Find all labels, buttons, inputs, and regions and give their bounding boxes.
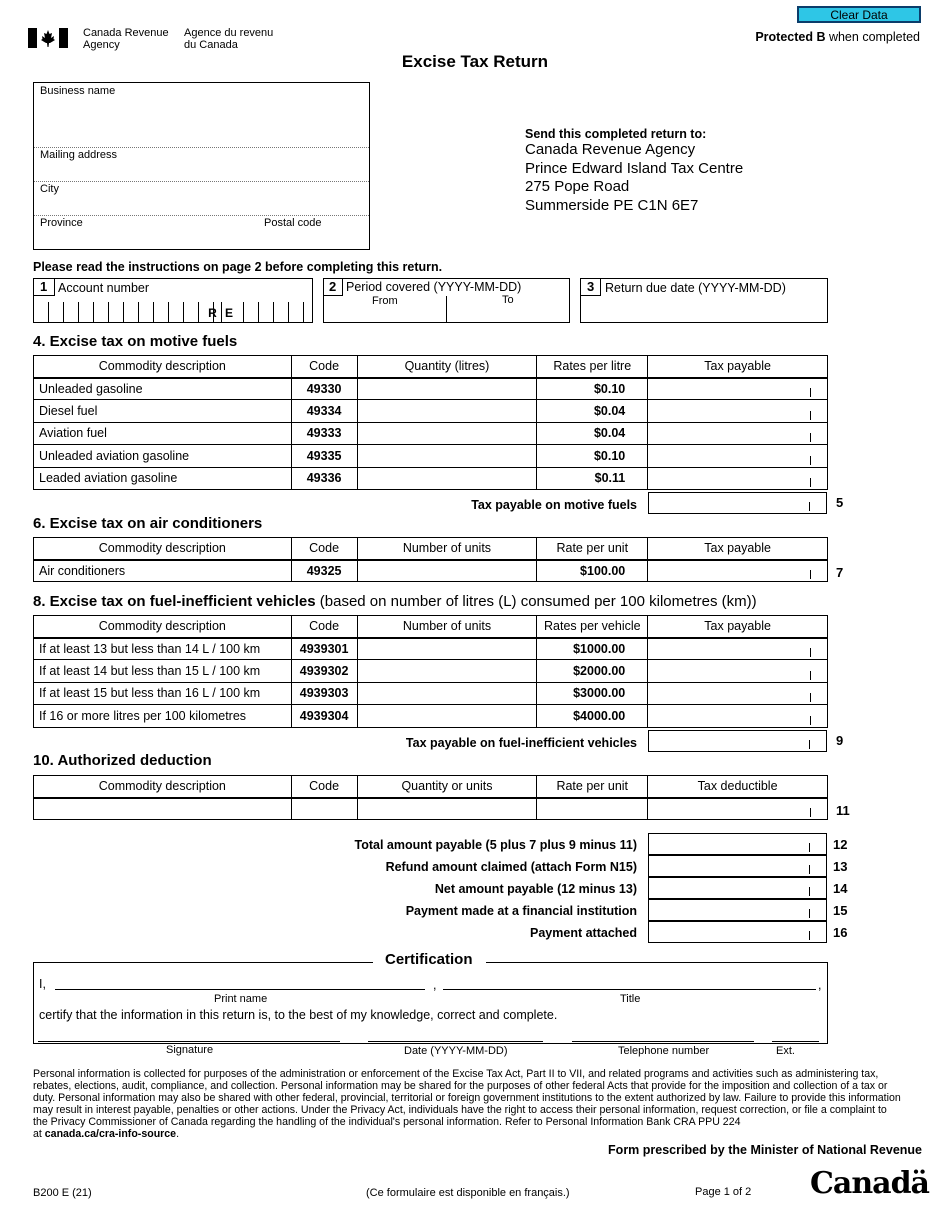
column-header: Quantity or units (357, 776, 537, 798)
summary-amount-input[interactable] (648, 899, 827, 921)
clear-data-button[interactable]: Clear Data (797, 6, 921, 23)
column-header: Code (291, 776, 357, 798)
quantity-input[interactable] (357, 660, 537, 682)
tax-amount-input[interactable] (648, 638, 828, 660)
motive-fuels-total-label: Tax payable on motive fuels (471, 498, 637, 512)
rate-value: $0.11 (537, 467, 648, 489)
signature-input[interactable] (40, 1024, 338, 1040)
form-code: B200 E (21) (33, 1187, 92, 1199)
account-r-letter: R (208, 306, 217, 320)
account-e-letter: E (221, 302, 236, 322)
commodity-description: If 16 or more litres per 100 kilometres (34, 705, 292, 727)
province-label: Province (40, 217, 83, 229)
table-row (34, 560, 828, 582)
tax-amount-input[interactable] (648, 682, 828, 704)
summary-line-number: 15 (833, 903, 848, 918)
rate-value: $2000.00 (537, 660, 648, 682)
vehicles-total-label: Tax payable on fuel-inefficient vehicles (405, 736, 637, 750)
form-title: Excise Tax Return (401, 52, 549, 71)
account-digit-cell[interactable] (183, 302, 198, 322)
instructions-note: Please read the instructions on page 2 before completing this return. (33, 260, 443, 274)
mailing-address-label: Mailing address (40, 149, 118, 161)
summary-label: Total amount payable (5 plus 7 plus 9 minus 11) (354, 838, 637, 852)
table-row (34, 798, 828, 820)
table-row (34, 638, 828, 660)
tax-amount-input[interactable] (648, 400, 828, 422)
account-number-label: Account number (58, 281, 150, 295)
business-name-input[interactable] (38, 100, 363, 144)
cert-i-label: I, (39, 977, 46, 991)
table-row (34, 467, 828, 489)
section-4-title: 4. Excise tax on motive fuels (33, 333, 238, 350)
account-digit-cell[interactable] (303, 302, 318, 322)
rate-value: $0.10 (537, 445, 648, 467)
print-name-caption: Print name (214, 993, 268, 1005)
field-2-number: 2 (329, 279, 337, 294)
tax-amount-input[interactable] (648, 798, 828, 820)
canada-wordmark: Canadä (810, 1166, 929, 1201)
title-caption: Title (620, 993, 641, 1005)
commodity-code: 4939304 (291, 705, 357, 727)
account-digit-cell[interactable] (78, 302, 93, 322)
summary-label: Refund amount claimed (attach Form N15) (385, 860, 637, 874)
column-header: Commodity description (34, 538, 292, 560)
commodity-description: If at least 15 but less than 16 L / 100 km (34, 682, 292, 704)
summary-amount-input[interactable] (648, 855, 827, 877)
cert-comma-1: , (433, 978, 437, 992)
table-row (34, 682, 828, 704)
account-digit-cell[interactable] (288, 302, 303, 322)
province-input[interactable] (38, 230, 248, 248)
column-header: Tax payable (648, 356, 828, 378)
section-10-title: 10. Authorized deduction (33, 752, 212, 769)
quantity-input[interactable] (357, 445, 537, 467)
account-digit-cell[interactable] (138, 302, 153, 322)
commodity-code: 4939303 (291, 682, 357, 704)
air-conditioners-table (33, 537, 828, 582)
tax-amount-input[interactable] (648, 422, 828, 444)
summary-amount-input[interactable] (648, 833, 827, 855)
mailing-address-input[interactable] (38, 162, 363, 180)
motive-fuels-table (33, 355, 828, 490)
column-header: Tax deductible (648, 776, 828, 798)
column-header: Rates per litre (537, 356, 648, 378)
account-digit-cell[interactable] (93, 302, 108, 322)
field-3-number: 3 (587, 279, 595, 294)
account-digit-cell[interactable] (153, 302, 168, 322)
summary-line-number: 14 (833, 881, 848, 896)
telephone-caption: Telephone number (618, 1045, 710, 1057)
commodity-code: 49330 (291, 378, 357, 400)
summary-amount-input[interactable] (648, 877, 827, 899)
commodity-code: 4939301 (291, 638, 357, 660)
tax-amount-input[interactable] (648, 378, 828, 400)
rate-value: $3000.00 (537, 682, 648, 704)
date-caption: Date (YYYY-MM-DD) (404, 1045, 508, 1057)
table-row (34, 422, 828, 444)
account-digit-cell[interactable] (63, 302, 78, 322)
postal-code-input[interactable] (262, 230, 362, 248)
commodity-description: If at least 13 but less than 14 L / 100 km (34, 638, 292, 660)
period-from-label: From (372, 295, 398, 307)
account-digit-cell[interactable] (108, 302, 123, 322)
summary-amount-input[interactable] (648, 921, 827, 943)
quantity-input[interactable] (357, 560, 537, 582)
line-9: 9 (836, 733, 844, 748)
table-row (34, 378, 828, 400)
column-header: Code (291, 356, 357, 378)
commodity-description: If at least 14 but less than 15 L / 100 km (34, 660, 292, 682)
section-8-title: 8. Excise tax on fuel-inefficient vehicles (based on number of litres (L) consumed per 100 kilometres (km)) (33, 593, 757, 610)
tax-amount-input[interactable] (648, 705, 828, 727)
summary-line-number: 12 (833, 837, 848, 852)
tax-amount-input[interactable] (648, 560, 828, 582)
quantity-input[interactable] (357, 422, 537, 444)
return-due-date-label: Return due date (YYYY-MM-DD) (605, 281, 786, 295)
signature-caption: Signature (166, 1044, 214, 1056)
canada-flag-icon (28, 28, 68, 48)
account-digit-cell[interactable] (243, 302, 258, 322)
send-to-address: Canada Revenue Agency Prince Edward Island Tax Centre 275 Pope Road Summerside PE C1N 6E7 (525, 141, 744, 214)
cra-info-source-link[interactable]: canada.ca/cra-info-source (44, 1128, 177, 1140)
cert-comma-2: , (818, 978, 822, 992)
commodity-description: Leaded aviation gasoline (34, 467, 292, 489)
column-header: Rates per vehicle (537, 616, 648, 638)
commodity-description: Air conditioners (34, 560, 292, 582)
summary-line-number: 16 (833, 925, 848, 940)
print-name-input[interactable] (57, 972, 423, 988)
form-prescribed-text: Form prescribed by the Minister of National Revenue (608, 1143, 922, 1157)
account-digit-cell[interactable] (123, 302, 138, 322)
commodity-code (291, 798, 357, 820)
business-name-label: Business name (40, 85, 116, 97)
commodity-code: 49334 (291, 400, 357, 422)
commodity-description: Unleaded gasoline (34, 378, 292, 400)
authorized-deduction-table (33, 775, 828, 820)
title-input[interactable] (445, 972, 814, 988)
column-header: Commodity description (34, 356, 292, 378)
quantity-input[interactable] (357, 400, 537, 422)
account-digit-cell[interactable] (273, 302, 288, 322)
commodity-code: 4939302 (291, 660, 357, 682)
quantity-input[interactable] (357, 798, 537, 820)
page-number: Page 1 of 2 (695, 1186, 752, 1198)
period-to-label: To (502, 294, 514, 306)
telephone-input[interactable] (574, 1024, 752, 1040)
tax-amount-input[interactable] (648, 660, 828, 682)
quantity-input[interactable] (357, 467, 537, 489)
quantity-input[interactable] (357, 378, 537, 400)
rate-value (537, 798, 648, 820)
tax-amount-input[interactable] (648, 467, 828, 489)
column-header: Quantity (litres) (357, 356, 537, 378)
ext-caption: Ext. (776, 1045, 795, 1057)
section-6-title: 6. Excise tax on air conditioners (33, 515, 263, 532)
postal-code-label: Postal code (264, 217, 322, 229)
period-covered-label: Period covered (YYYY-MM-DD) (346, 280, 522, 294)
column-header: Tax payable (648, 538, 828, 560)
column-header: Rate per unit (537, 776, 648, 798)
protected-b-label: Protected B when completed (755, 30, 920, 44)
column-header: Number of units (357, 538, 537, 560)
column-header: Rate per unit (537, 538, 648, 560)
city-label: City (40, 183, 59, 195)
summary-label: Net amount payable (12 minus 13) (434, 882, 637, 896)
quantity-input[interactable] (357, 705, 537, 727)
rate-value: $100.00 (537, 560, 648, 582)
column-header: Commodity description (34, 776, 292, 798)
tax-amount-input[interactable] (648, 445, 828, 467)
commodity-code: 49333 (291, 422, 357, 444)
commodity-code: 49325 (291, 560, 357, 582)
commodity-description: Aviation fuel (34, 422, 292, 444)
city-input[interactable] (38, 196, 363, 214)
field-1-number: 1 (40, 279, 48, 294)
french-availability-note: (Ce formulaire est disponible en français.) (366, 1187, 570, 1199)
account-digit-cell[interactable] (168, 302, 183, 322)
rate-value: $4000.00 (537, 705, 648, 727)
motive-fuels-total-input[interactable] (648, 492, 827, 514)
rate-value: $0.10 (537, 378, 648, 400)
column-header: Code (291, 616, 357, 638)
line-11: 11 (836, 803, 850, 818)
account-digit-cell[interactable] (48, 302, 63, 322)
account-number-cells[interactable] (33, 302, 313, 322)
commodity-description: Unleaded aviation gasoline (34, 445, 292, 467)
agency-name-fr: Agence du revenu du Canada (184, 27, 274, 51)
account-digit-cell[interactable] (33, 302, 48, 322)
commodity-code: 49336 (291, 467, 357, 489)
rate-value: $0.04 (537, 400, 648, 422)
agency-name-en: Canada Revenue Agency (83, 27, 169, 51)
quantity-input[interactable] (357, 638, 537, 660)
date-input[interactable] (370, 1024, 541, 1040)
column-header: Commodity description (34, 616, 292, 638)
fuel-inefficient-vehicles-table (33, 615, 828, 728)
ext-input[interactable] (774, 1024, 817, 1040)
column-header: Code (291, 538, 357, 560)
table-row (34, 705, 828, 727)
certification-title: Certification (385, 951, 473, 968)
line-7: 7 (836, 565, 844, 580)
certification-statement: certify that the information in this return is, to the best of my knowledge, correct and complete. (39, 1008, 558, 1022)
summary-label: Payment attached (530, 926, 637, 940)
account-digit-cell[interactable] (258, 302, 273, 322)
send-to-label: Send this completed return to: (525, 127, 707, 141)
table-row (34, 660, 828, 682)
column-header: Tax payable (648, 616, 828, 638)
table-row (34, 445, 828, 467)
rate-value: $0.04 (537, 422, 648, 444)
summary-label: Payment made at a financial institution (405, 904, 637, 918)
table-row (34, 400, 828, 422)
return-due-date-input[interactable] (584, 300, 824, 320)
period-from-input[interactable] (326, 307, 443, 322)
privacy-notice: Personal information is collected for purposes of the administration or enforcement of the Excise Tax Act, Part II to VII, and related programs and activities such as administering tax, rebates, elections, audit, compliance, and collection. Personal information may be shared for the purposes of other federal Acts that provide for the imposition and collection of a tax or duty. Personal information may also be shared with other federal, provincial, territorial or foreign government institutions to the extent authorized by law. Failure to provide this information may result in interest payable, penalties or other actions. Under the Privacy Act, individuals have the right to access their personal information, request correction, or file a complaint to the Privacy Commissioner of Canada regarding the handling of the individual's personal information. Refer to Personal Information Bank CRA PPU 224 at canada.ca/cra-info-source. (33, 1068, 901, 1140)
period-to-input[interactable] (450, 307, 567, 322)
rate-value: $1000.00 (537, 638, 648, 660)
quantity-input[interactable] (357, 682, 537, 704)
commodity-description (34, 798, 292, 820)
commodity-description: Diesel fuel (34, 400, 292, 422)
column-header: Number of units (357, 616, 537, 638)
vehicles-total-input[interactable] (648, 730, 827, 752)
line-5: 5 (836, 495, 844, 510)
summary-line-number: 13 (833, 859, 848, 874)
commodity-code: 49335 (291, 445, 357, 467)
